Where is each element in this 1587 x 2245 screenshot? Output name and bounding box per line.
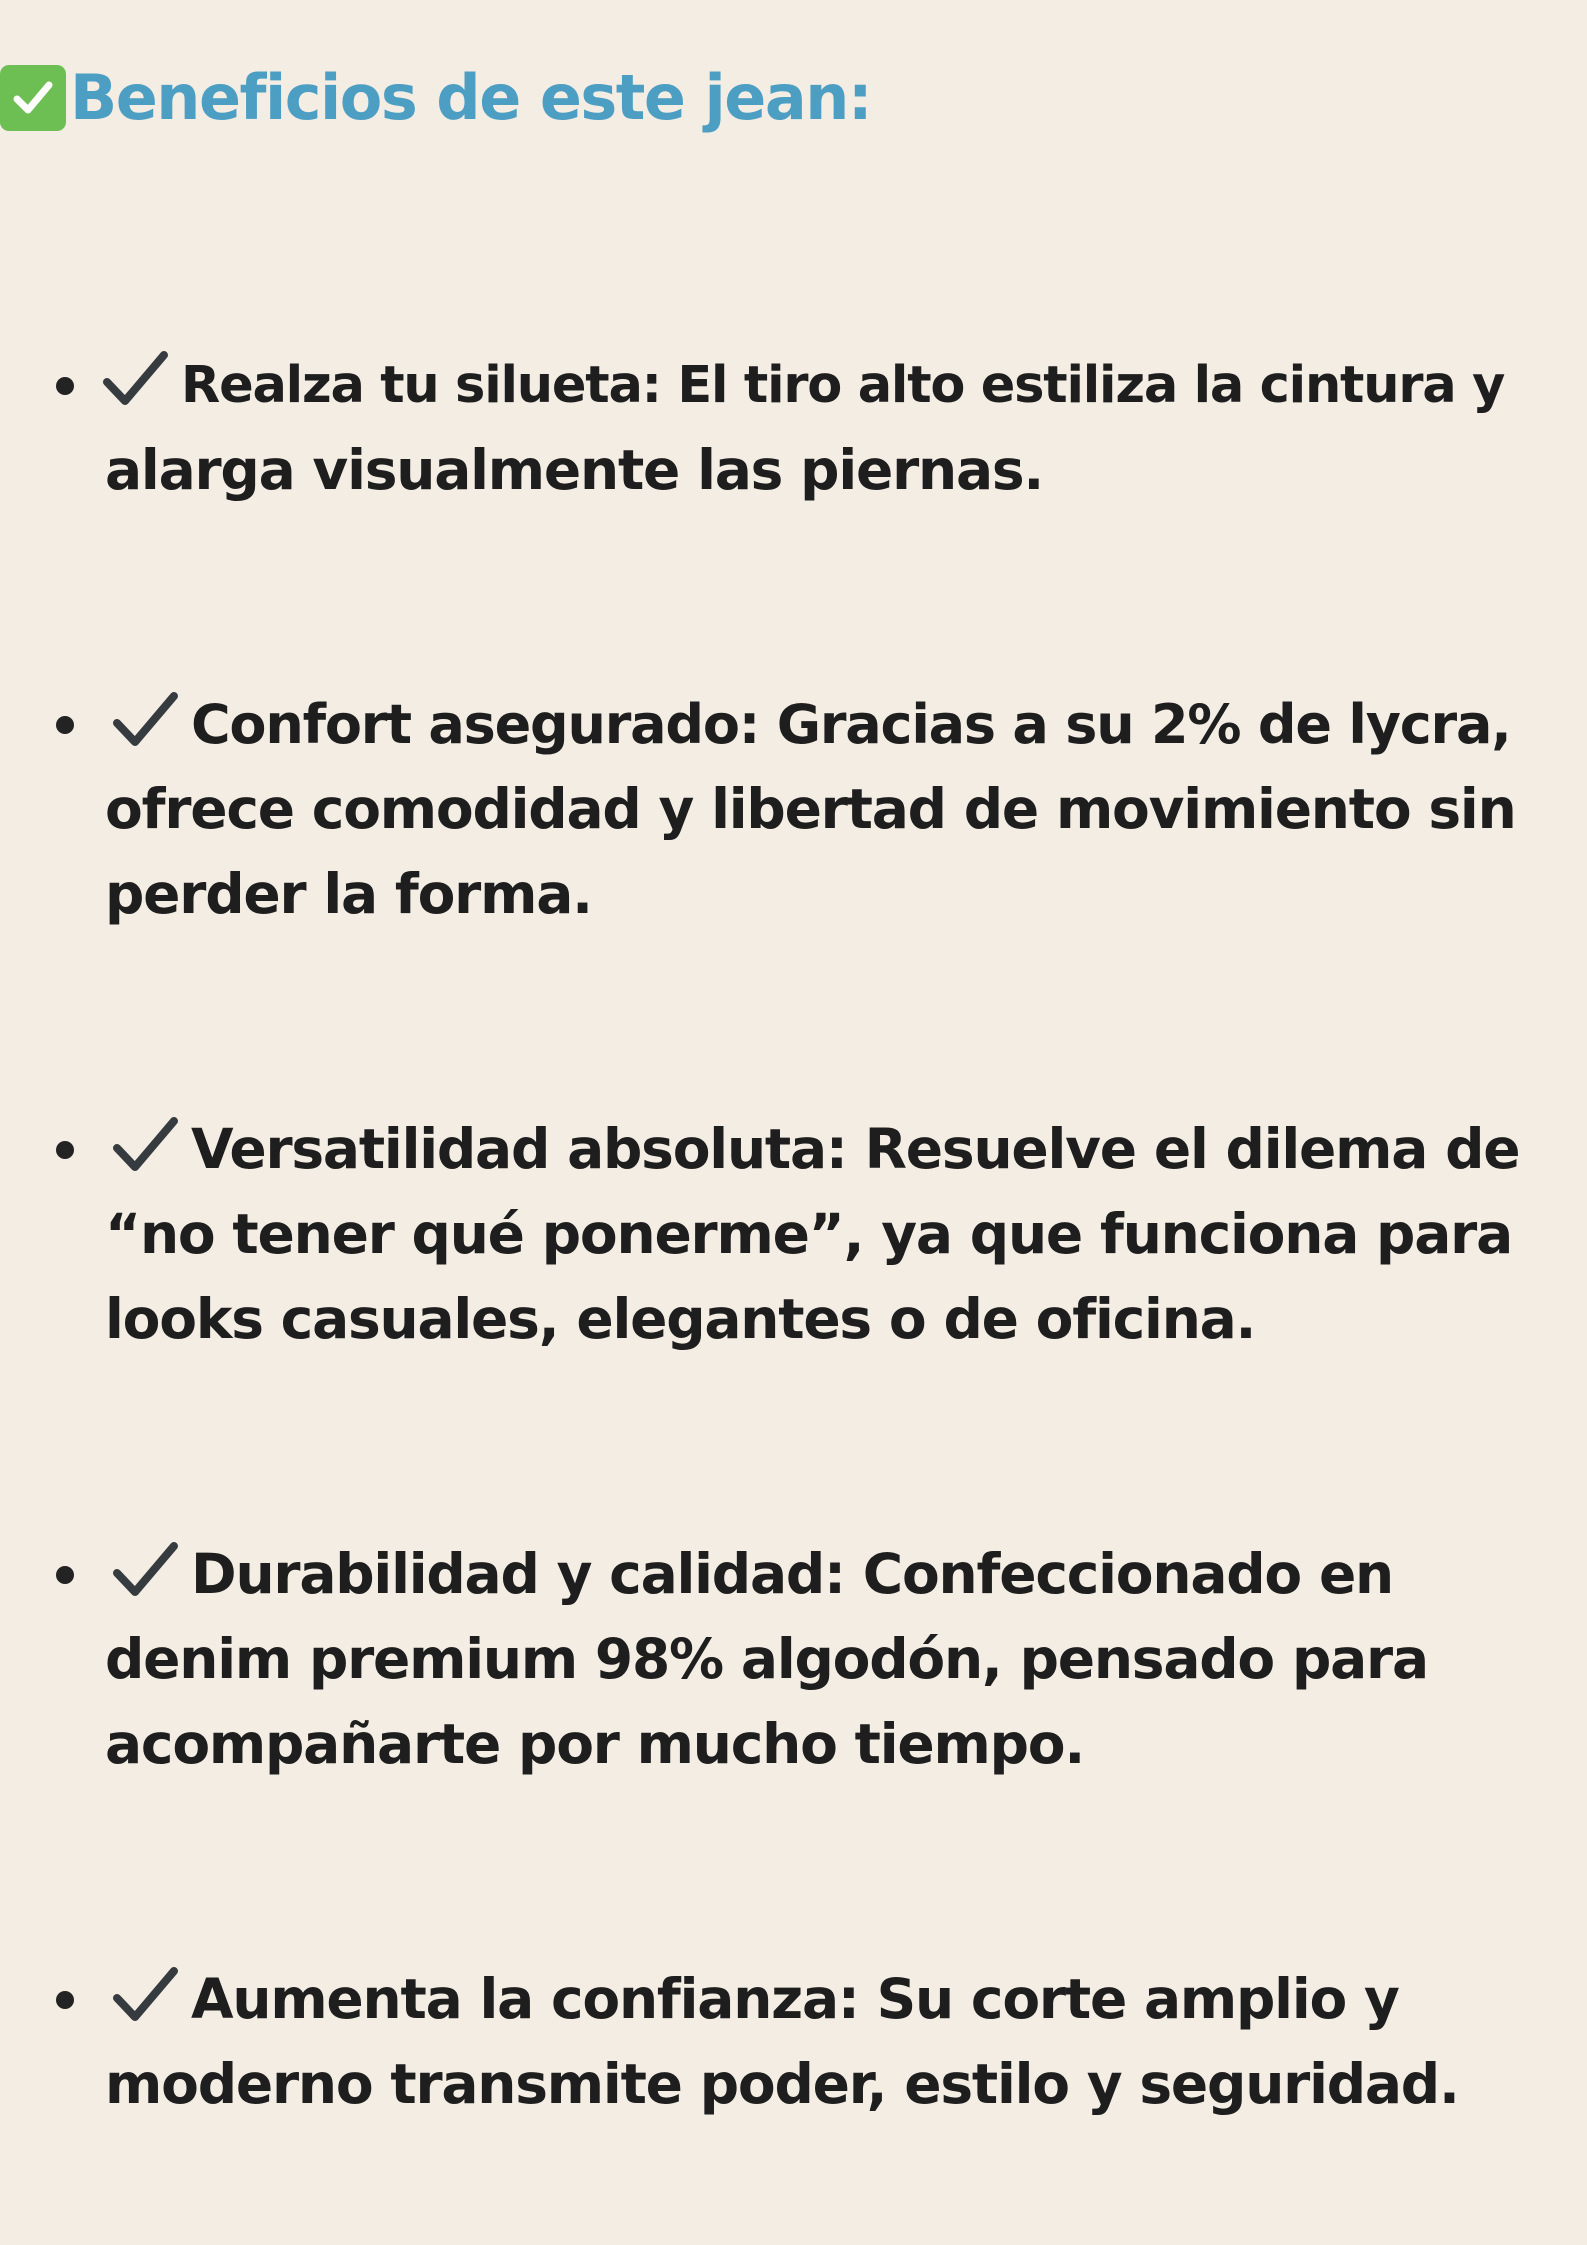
benefit-text — [105, 343, 1525, 513]
benefit-line: ofrece comodidad y libertad de movimiento sin — [105, 777, 1516, 841]
check-mark-icon — [113, 1541, 179, 1599]
bullet — [56, 1566, 74, 1584]
benefit-line: perder la forma. — [105, 862, 592, 926]
white-check-mark-icon — [0, 65, 66, 131]
header — [0, 58, 871, 138]
check-mark-icon — [113, 1116, 179, 1174]
benefit-line: Confort asegurado: Gracias a su 2% de lycra, — [105, 682, 1525, 767]
benefit-line: moderno transmite poder, estilo y seguridad. — [105, 2052, 1459, 2116]
benefit-text — [105, 682, 1525, 937]
check-mark-icon — [103, 350, 169, 408]
benefit-line: “no tener qué ponerme”, ya que funciona para — [105, 1202, 1512, 1266]
benefit-text — [105, 1107, 1525, 1362]
bullet — [56, 716, 74, 734]
bullet — [56, 1141, 74, 1159]
benefit-text — [105, 1957, 1525, 2127]
check-mark-icon — [113, 1966, 179, 2024]
benefit-line: Aumenta la confianza: Su corte amplio y — [105, 1957, 1525, 2042]
check-mark-icon — [113, 691, 179, 749]
benefit-line: acompañarte por mucho tiempo. — [105, 1712, 1085, 1776]
benefit-line: looks casuales, elegantes o de oficina. — [105, 1287, 1256, 1351]
page-title: Beneficios de este jean: — [70, 61, 872, 134]
benefit-line: Realza tu silueta: El tiro alto estiliza la cintura y — [105, 343, 1525, 428]
benefit-line: denim premium 98% algodón, pensado para — [105, 1627, 1428, 1691]
bullet — [56, 377, 74, 395]
bullet — [56, 1991, 74, 2009]
benefit-text — [105, 1532, 1525, 1787]
benefit-line: Versatilidad absoluta: Resuelve el dilema de — [105, 1107, 1525, 1192]
benefit-line: Durabilidad y calidad: Confeccionado en — [105, 1532, 1525, 1617]
benefit-line: alarga visualmente las piernas. — [105, 438, 1044, 502]
